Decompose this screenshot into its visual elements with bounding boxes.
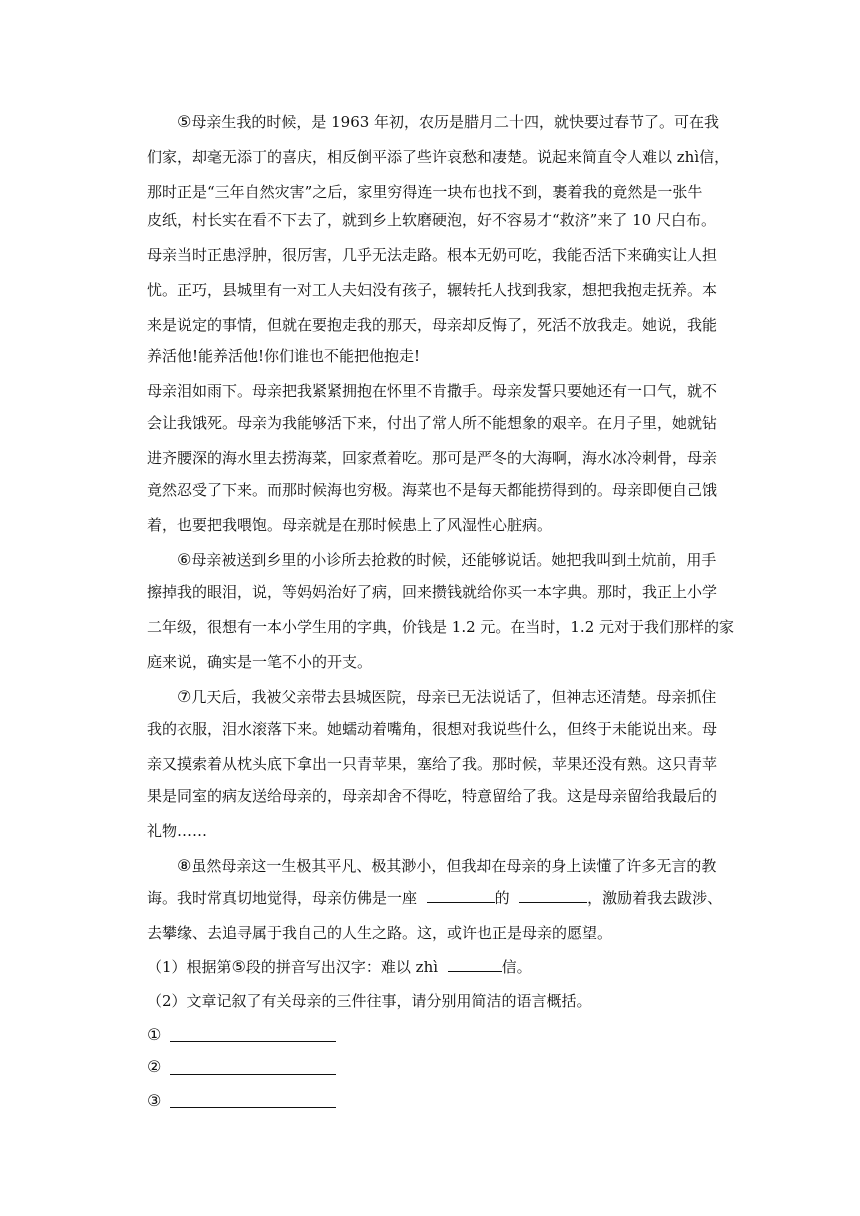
- paragraph-5-line-3: 那时正是“三年自然灾害”之后，家里穷得连一块布也找不到，裹着我的竟然是一张牛: [147, 183, 703, 201]
- question-1: （1）根据第⑤段的拼音写出汉字：难以 zhì 信。: [147, 957, 532, 976]
- question-1-paragraph-ref: ⑤: [231, 957, 246, 976]
- paragraph-5-line-10: 会让我饿死。母亲为我能够活下来，付出了常人所不能想象的艰辛。在月子里，她就钻: [147, 414, 718, 432]
- paragraph-5-line-13: 着，也要把我喂饱。母亲就是在那时候患上了风湿性心脏病。: [147, 516, 553, 534]
- paragraph-6-line-1: ⑥母亲被送到乡里的小诊所去抢救的时候，还能够说话。她把我叫到土炕前，用手: [177, 550, 717, 569]
- answer-label-2: ②: [147, 1057, 162, 1076]
- paragraph-5-line-8: 养活他!能养活他!你们谁也不能把他抱走!: [147, 347, 421, 365]
- paragraph-7-line-3: 亲又摸索着从枕头底下拿出一只青苹果，塞给了我。那时候，苹果还没有熟。这只青苹: [147, 755, 718, 773]
- paragraph-6-line-2: 擦掉我的眼泪，说，等妈妈治好了病，回来攒钱就给你买一本字典。那时，我正上小学: [147, 583, 718, 601]
- paragraph-number-7: ⑦: [177, 687, 192, 706]
- paragraph-7-line-2: 我的衣服，泪水滚落下来。她蠕动着嘴角，很想对我说些什么，但终于未能说出来。母: [147, 720, 718, 738]
- answer-line-1[interactable]: [170, 1041, 336, 1042]
- paragraph-5-line-7: 来是说定的事情，但就在要抱走我的那天，母亲却反悔了，死活不放我走。她说，我能: [147, 316, 718, 334]
- paragraph-5-line-5: 母亲当时正患浮肿，很厉害，几乎无法走路。根本无奶可吃，我能否活下来确实让人担: [147, 246, 718, 264]
- paragraph-number-8: ⑧: [177, 856, 192, 875]
- paragraph-8-line-2: 诲。我时常真切地觉得，母亲仿佛是一座 的 ，激励着我去跋涉、: [147, 889, 723, 907]
- paragraph-8-line-1: ⑧虽然母亲这一生极其平凡、极其渺小，但我却在母亲的身上读懂了许多无言的教: [177, 856, 717, 875]
- paragraph-5-line-11: 进齐腰深的海水里去捞海菜，回家煮着吃。那可是严冬的大海啊，海水冰冷刺骨，母亲: [147, 449, 718, 467]
- paragraph-5-line-1: ⑤母亲生我的时候，是 1963 年初，农历是腊月二十四，就快要过春节了。可在我: [177, 112, 720, 131]
- paragraph-5-line-9: 母亲泪如雨下。母亲把我紧紧拥抱在怀里不肯撒手。母亲发誓只要她还有一口气，就不: [147, 382, 718, 400]
- paragraph-8-line-3: 去攀缘、去追寻属于我自己的人生之路。这，或许也正是母亲的愿望。: [147, 924, 613, 942]
- paragraph-5-line-6: 忧。正巧，县城里有一对工人夫妇没有孩子，辗转托人找到我家，想把我抱走抚养。本: [147, 281, 718, 299]
- question-1-answer-blank[interactable]: [448, 957, 502, 972]
- question-2: （2）文章记叙了有关母亲的三件往事，请分别用简洁的语言概括。: [147, 992, 592, 1010]
- paragraph-6-line-3: 二年级，很想有一本小学生用的字典，价钱是 1.2 元。在当时，1.2 元对于我们那样的家: [147, 618, 735, 636]
- paragraph-5-line-4: 皮纸，村长实在看不下去了，就到乡上软磨硬泡，好不容易才“救济”来了 10 尺白布。: [147, 211, 716, 229]
- paragraph-5-line-2: 们家，却毫无添丁的喜庆，相反倒平添了些许哀愁和凄楚。说起来简直令人难以 zhì信，: [147, 148, 730, 166]
- paragraph-7-line-5: 礼物……: [147, 822, 208, 840]
- paragraph-7-line-1: ⑦几天后，我被父亲带去县城医院，母亲已无法说话了，但神志还清楚。母亲抓住: [177, 687, 717, 706]
- answer-line-3[interactable]: [170, 1107, 336, 1108]
- fill-blank-1[interactable]: [427, 888, 495, 903]
- paragraph-number-6: ⑥: [177, 550, 192, 569]
- paragraph-number-5: ⑤: [177, 112, 192, 131]
- paragraph-6-line-4: 庭来说，确实是一笔不小的开支。: [147, 653, 373, 671]
- paragraph-7-line-4: 果是同室的病友送给母亲的，母亲却舍不得吃，特意留给了我。这是母亲留给我最后的: [147, 787, 718, 805]
- paragraph-5-line-12: 竟然忍受了下来。而那时候海也穷极。海菜也不是每天都能捞得到的。母亲即便自己饿: [147, 481, 718, 499]
- answer-label-3: ③: [147, 1091, 162, 1110]
- fill-blank-2[interactable]: [519, 888, 587, 903]
- answer-line-2[interactable]: [170, 1074, 336, 1075]
- answer-label-1: ①: [147, 1025, 162, 1044]
